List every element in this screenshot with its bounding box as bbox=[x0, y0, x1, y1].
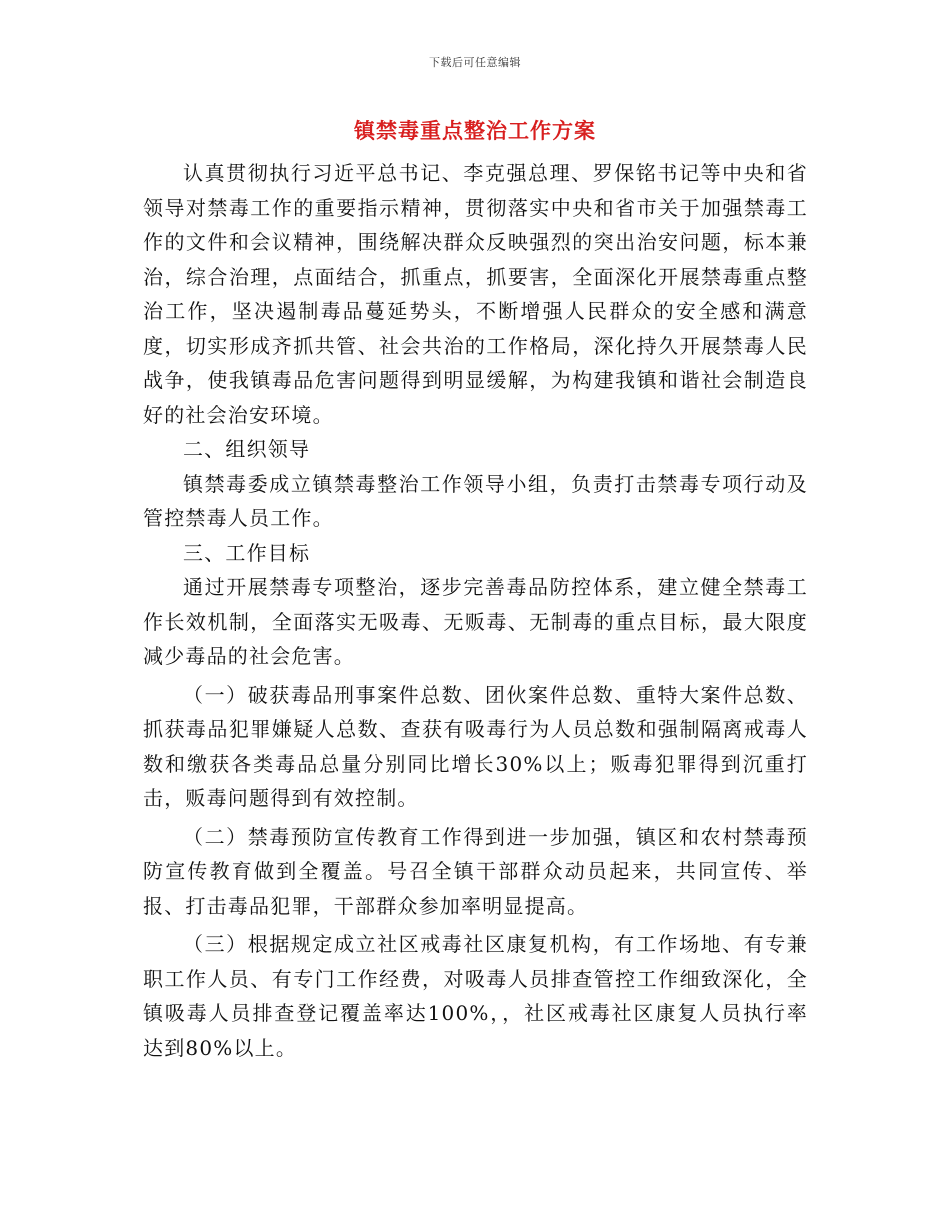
document-body bbox=[143, 156, 808, 1065]
goal-item-3: （三）根据规定成立社区戒毒社区康复机构，有工作场地、有专兼职工作人员、有专门工作经费，对吸毒人员排查管控工作细致深化，全镇吸毒人员排查登记覆盖率达100%，，社区戒毒社区康复人员执行率达到80%以上。 bbox=[143, 932, 808, 1060]
goal-item-1: （一）破获毒品刑事案件总数、团伙案件总数、重特大案件总数、抓获毒品犯罪嫌疑人总数、查获有吸毒行为人员总数和强制隔离戒毒人数和缴获各类毒品总量分别同比增长30%以上；贩毒犯罪得到沉重打击，贩毒问题得到有效控制。 bbox=[143, 682, 808, 810]
intro-paragraph: 认真贯彻执行习近平总书记、李克强总理、罗保铭书记等中央和省领导对禁毒工作的重要指示精神，贯彻落实中央和省市关于加强禁毒工作的文件和会议精神，围绕解决群众反映强烈的突出治安问题，标本兼治，综合治理，点面结合，抓重点，抓要害，全面深化开展禁毒重点整治工作，坚决遏制毒品蔓延势头，不断增强人民群众的安全感和满意度，切实形成齐抓共管、社会共治的工作格局，深化持久开展禁毒人民战争，使我镇毒品危害问题得到明显缓解，为构建我镇和谐社会制造良好的社会治安环境。 bbox=[143, 161, 808, 427]
organization-paragraph: 镇禁毒委成立镇禁毒整治工作领导小组，负责打击禁毒专项行动及管控禁毒人员工作。 bbox=[143, 471, 808, 530]
section-heading-organization: 二、组织领导 bbox=[183, 437, 311, 461]
header-note: 下载后可任意编辑 bbox=[429, 56, 521, 69]
section-heading-goals: 三、工作目标 bbox=[183, 540, 311, 565]
goals-paragraph: 通过开展禁毒专项整治，逐步完善毒品防控体系，建立健全禁毒工作长效机制，全面落实无吸毒、无贩毒、无制毒的重点目标，最大限度减少毒品的社会危害。 bbox=[143, 575, 808, 668]
goal-item-2: （二）禁毒预防宣传教育工作得到进一步加强，镇区和农村禁毒预防宣传教育做到全覆盖。号召全镇干部群众动员起来，共同宣传、举报、打击毒品犯罪，干部群众参加率明显提高。 bbox=[143, 824, 808, 918]
document-title: 镇禁毒重点整治工作方案 bbox=[354, 118, 596, 143]
